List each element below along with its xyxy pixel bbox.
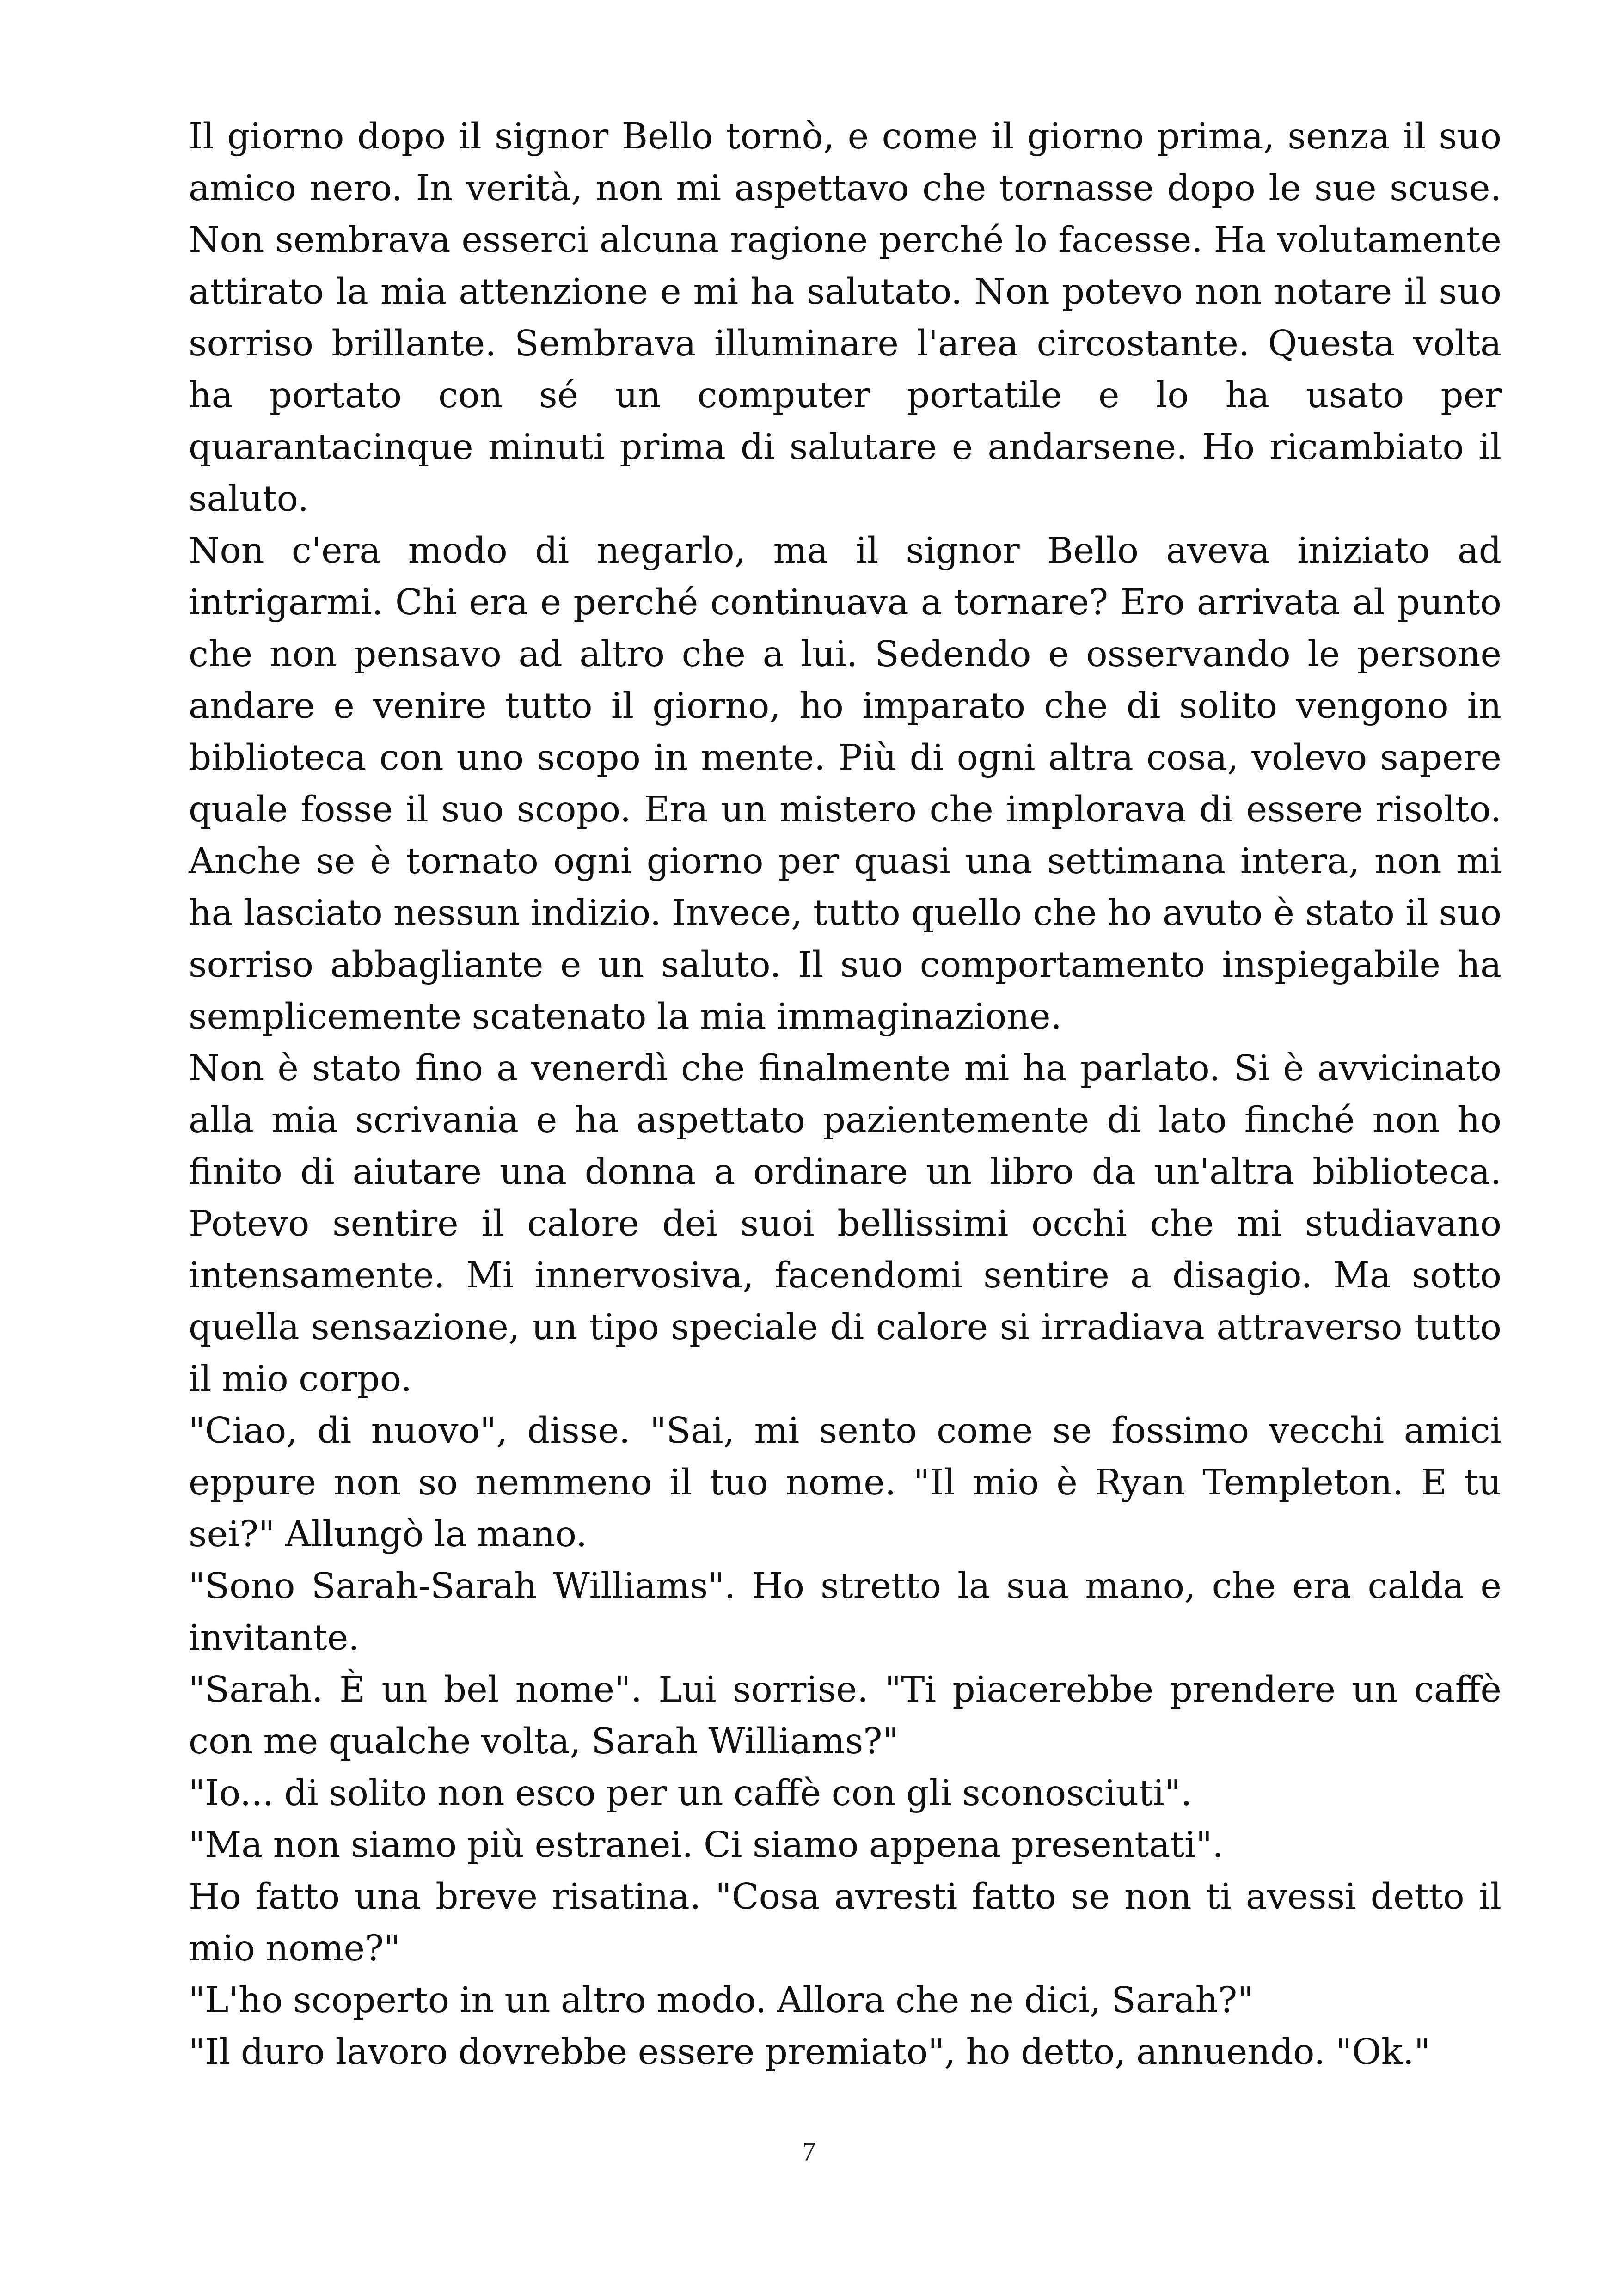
paragraph: Non è stato fino a venerdì che finalmente mi ha parlato. Si è avvicinato alla mia scrivania e ha aspettato pazientemente di lato finché non ho finito di aiutare una donna a ordinare un libro da un'altra biblioteca. Potevo sentire il calore dei suoi bellissimi occhi che mi studiavano intensamente. Mi innervosiva, facendomi sentire a disagio. Ma sotto quella sensazione, un tipo speciale di calore si irradiava attraverso tutto il mio corpo. [189,1048,1502,1400]
paragraph: Non c'era modo di negarlo, ma il signor Bello aveva iniziato ad intrigarmi. Chi era e perché continuava a tornare? Ero arrivata al punto che non pensavo ad altro che a lui. Sedendo e osservando le persone andare e venire tutto il giorno, ho imparato che di solito vengono in biblioteca con uno scopo in mente. Più di ogni altra cosa, volevo sapere quale fosse il suo scopo. Era un mistero che implorava di essere risolto. Anche se è tornato ogni giorno per quasi una settimana intera, non mi ha lasciato nessun indizio. Invece, tutto quello che ho avuto è stato il suo sorriso abbagliante e un saluto. Il suo comportamento inspiegabile ha semplicemente scatenato la mia immaginazione. [189,530,1502,1037]
paragraph: Ho fatto una breve risatina. "Cosa avresti fatto se non ti avessi detto il mio nome?" [189,1876,1502,1969]
paragraph: Il giorno dopo il signor Bello tornò, e come il giorno prima, senza il suo amico nero. In verità, non mi aspettavo che tornasse dopo le sue scuse. Non sembrava esserci alcuna ragione perché lo facesse. Ha volutamente attirato la mia attenzione e mi ha salutato. Non potevo non notare il suo sorriso brillante. Sembrava illuminare l'area circostante. Questa volta ha portato con sé un computer portatile e lo ha usato per quarantacinque minuti prima di salutare e andarsene. Ho ricambiato il saluto. [189,116,1502,520]
paragraph: "L'ho scoperto in un altro modo. Allora che ne dici, Sarah?" [189,1980,1254,2021]
paragraph: "Sarah. È un bel nome". Lui sorrise. "Ti piacerebbe prendere un caffè con me qualche volta, Sarah Williams?" [189,1669,1502,1762]
page-number: 7 [802,2137,816,2167]
body-text [189,111,1502,2078]
paragraph: "Io... di solito non esco per un caffè con gli sconosciuti". [189,1773,1192,1814]
paragraph: "Ma non siamo più estranei. Ci siamo appena presentati". [189,1825,1224,1866]
paragraph: "Ciao, di nuovo", disse. "Sai, mi sento come se fossimo vecchi amici eppure non so nemmeno il tuo nome. "Il mio è Ryan Templeton. E tu sei?" Allungò la mano. [189,1410,1502,1555]
paragraph: "Sono Sarah-Sarah Williams". Ho stretto la sua mano, che era calda e invitante. [189,1566,1502,1659]
paragraph: "Il duro lavoro dovrebbe essere premiato", ho detto, annuendo. "Ok." [189,2032,1431,2073]
